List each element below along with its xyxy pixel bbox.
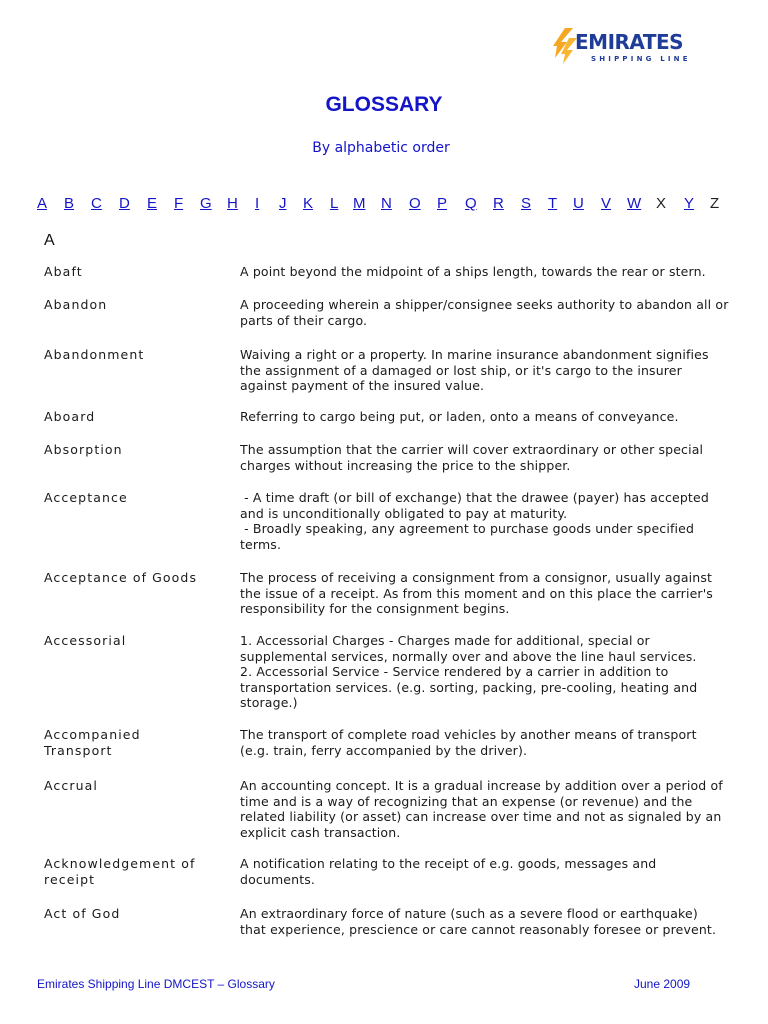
logo-subtitle: SHIPPING LINE (591, 55, 691, 63)
glossary-definition (240, 442, 730, 473)
alphabet-letter-x: X (656, 195, 667, 212)
alphabet-letter-e[interactable]: E (147, 195, 158, 212)
glossary-term (44, 409, 214, 425)
glossary-definition-line: An extraordinary force of nature (such as a severe flood or earthquake) (240, 906, 698, 921)
glossary-definition (240, 727, 730, 758)
alphabet-letter-i[interactable]: I (255, 195, 260, 212)
glossary-definition-line: transportation services. (e.g. sorting, packing, pre-cooling, heating and (240, 679, 698, 695)
glossary-definition-line: parts of their cargo. (240, 312, 368, 328)
alphabet-letter-u[interactable]: U (573, 195, 584, 212)
glossary-term (44, 264, 214, 280)
glossary-definition (240, 633, 730, 711)
glossary-definition-line: and is unconditionally obligated to pay at maturity. (240, 505, 568, 521)
glossary-term-line: receipt (44, 872, 96, 887)
glossary-definition-line: 2. Accessorial Service - Service rendered by a carrier in addition to (240, 664, 669, 680)
alphabet-letter-m[interactable]: M (353, 195, 366, 212)
glossary-term-line: Absorption (44, 442, 123, 457)
logo-wordmark: EMIRATES (575, 30, 684, 54)
glossary-definition-line: the assignment of a damaged or lost ship, or it's cargo to the insurer (240, 362, 682, 378)
glossary-definition-line: against payment of the insured value. (240, 378, 485, 394)
alphabet-letter-o[interactable]: O (409, 195, 421, 212)
alphabet-letter-f[interactable]: F (174, 195, 184, 212)
alphabet-letter-n[interactable]: N (381, 195, 392, 212)
alphabet-letter-t[interactable]: T (548, 195, 558, 212)
glossary-term-line: Accompanied Transport (44, 727, 141, 758)
glossary-term (44, 727, 214, 759)
glossary-definition-line: A proceeding wherein a shipper/consignee seeks authority to abandon all or (240, 297, 729, 312)
glossary-definition-line: documents. (240, 871, 316, 887)
alphabet-letter-s[interactable]: S (521, 195, 532, 212)
page-title: GLOSSARY (325, 93, 443, 116)
alphabet-letter-d[interactable]: D (119, 195, 130, 212)
glossary-term (44, 856, 214, 888)
glossary-term-line: Abandon (44, 297, 108, 312)
alphabet-letter-y[interactable]: Y (684, 195, 695, 212)
glossary-definition-line: the issue of a receipt. As from this moment and on this place the carrier's (240, 585, 713, 601)
alphabet-letter-l[interactable]: L (330, 195, 339, 212)
glossary-definition-line: storage.) (240, 695, 298, 711)
glossary-definition (240, 490, 730, 552)
glossary-definition (240, 409, 730, 425)
alphabet-letter-v[interactable]: V (601, 195, 612, 212)
glossary-definition-line: (e.g. train, ferry accompanied by the driver). (240, 742, 528, 758)
glossary-definition (240, 906, 730, 937)
glossary-term-line: Abandonment (44, 347, 145, 362)
glossary-definition (240, 570, 730, 617)
alphabet-letter-z: Z (710, 195, 720, 212)
glossary-term (44, 906, 214, 922)
alphabet-letter-k[interactable]: K (303, 195, 314, 212)
glossary-term-line: Acknowledgement of (44, 856, 196, 871)
glossary-definition-line: A notification relating to the receipt of e.g. goods, messages and (240, 856, 657, 871)
glossary-definition-line: charges without increasing the price to the shipper. (240, 457, 571, 473)
glossary-definition-line: Referring to cargo being put, or laden, onto a means of conveyance. (240, 409, 679, 424)
glossary-term (44, 297, 214, 313)
glossary-definition-line: terms. (240, 536, 282, 552)
emirates-shipping-line-logo (553, 24, 693, 70)
footer-date: June 2009 (634, 977, 691, 991)
glossary-definition-line: supplemental services, normally over and above the line haul services. (240, 648, 697, 664)
glossary-definition-line: time and is a way of recognizing that an expense (or revenue) and the (240, 793, 693, 809)
glossary-definition (240, 264, 730, 280)
glossary-term-line: Accrual (44, 778, 98, 793)
alphabet-letter-p[interactable]: P (437, 195, 448, 212)
glossary-term (44, 633, 214, 649)
alphabet-letter-b[interactable]: B (64, 195, 75, 212)
alphabet-letter-c[interactable]: C (91, 195, 102, 212)
glossary-term-line: Acceptance (44, 490, 128, 505)
alphabet-index (37, 195, 737, 217)
glossary-term-line: Aboard (44, 409, 96, 424)
glossary-term-line: Abaft (44, 264, 83, 279)
glossary-definition-line: responsibility for the consignment begins. (240, 601, 510, 617)
alphabet-letter-q[interactable]: Q (465, 195, 477, 212)
glossary-definition-line: that experience, prescience or care cannot reasonably foresee or prevent. (240, 921, 717, 937)
glossary-term-line: Accessorial (44, 633, 127, 648)
glossary-term (44, 490, 214, 506)
alphabet-letter-g[interactable]: G (200, 195, 212, 212)
glossary-definition-line: The transport of complete road vehicles by another means of transport (240, 727, 697, 742)
page-subtitle: By alphabetic order (312, 140, 450, 156)
glossary-term-line: Acceptance of Goods (44, 570, 198, 585)
alphabet-letter-j[interactable]: J (279, 195, 287, 212)
footer-document-name: Emirates Shipping Line DMCEST – Glossary (37, 977, 275, 991)
glossary-definition-line: A point beyond the midpoint of a ships length, towards the rear or stern. (240, 264, 706, 279)
alphabet-letter-h[interactable]: H (227, 195, 238, 212)
section-letter: A (44, 232, 55, 249)
glossary-term (44, 570, 214, 586)
glossary-term (44, 442, 214, 458)
glossary-term (44, 778, 214, 794)
glossary-definition (240, 297, 730, 328)
glossary-definition (240, 856, 730, 887)
alphabet-letter-a[interactable]: A (37, 195, 48, 212)
alphabet-letter-w[interactable]: W (627, 195, 642, 212)
glossary-term (44, 347, 214, 363)
glossary-definition (240, 778, 730, 840)
glossary-definition-line: The process of receiving a consignment from a consignor, usually against (240, 570, 713, 585)
glossary-definition-line: related liability (or asset) can increase over time and not as signaled by an (240, 809, 722, 825)
glossary-definition-line: - A time draft (or bill of exchange) that the drawee (payer) has accepted (240, 490, 709, 505)
alphabet-letter-r[interactable]: R (493, 195, 504, 212)
glossary-definition-line: An accounting concept. It is a gradual increase by addition over a period of (240, 778, 723, 793)
glossary-term-line: Act of God (44, 906, 121, 921)
glossary-definition-line: explicit cash transaction. (240, 824, 401, 840)
glossary-definition (240, 347, 730, 394)
glossary-definition-line: 1. Accessorial Charges - Charges made for additional, special or (240, 633, 650, 648)
glossary-definition-line: The assumption that the carrier will cover extraordinary or other special (240, 442, 704, 457)
glossary-definition-line: - Broadly speaking, any agreement to purchase goods under specified (240, 521, 695, 537)
glossary-definition-line: Waiving a right or a property. In marine insurance abandonment signifies (240, 347, 709, 362)
